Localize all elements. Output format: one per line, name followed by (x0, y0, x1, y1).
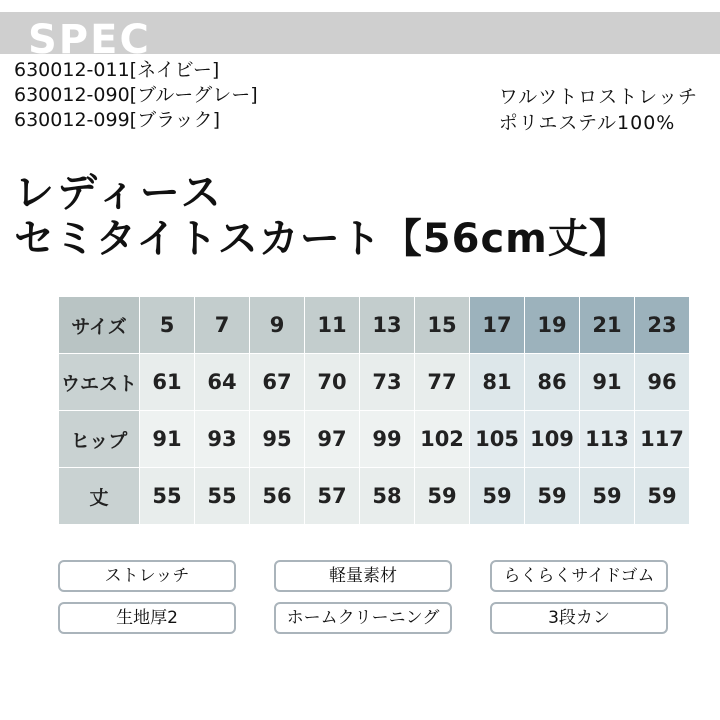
table-cell: 57 (305, 468, 360, 525)
product-title (14, 170, 630, 262)
row-label: 丈 (59, 468, 140, 525)
size-header-cell: 5 (140, 297, 195, 354)
table-header-row (59, 297, 690, 354)
table-cell: 86 (525, 354, 580, 411)
table-cell: 95 (250, 411, 305, 468)
table-cell: 96 (635, 354, 690, 411)
table-cell: 59 (635, 468, 690, 525)
table-row (59, 354, 690, 411)
table-cell: 59 (525, 468, 580, 525)
spec-header-band (0, 12, 720, 63)
table-row (59, 468, 690, 525)
row-label: ヒップ (59, 411, 140, 468)
feature-tag-row (58, 560, 668, 592)
size-header-cell: 9 (250, 297, 305, 354)
size-header-cell: 23 (635, 297, 690, 354)
feature-tag: らくらくサイドゴム (490, 560, 668, 592)
color-code-list (14, 58, 258, 133)
table-cell: 102 (415, 411, 470, 468)
size-header-cell: 19 (525, 297, 580, 354)
material-info (499, 84, 698, 136)
spec-title: SPEC (28, 17, 151, 63)
table-cell: 70 (305, 354, 360, 411)
material-line-2: ポリエステル100% (498, 112, 676, 134)
row-label: ウエスト (59, 354, 140, 411)
color-code-item: 630012-090[ブルーグレー] (14, 84, 258, 106)
feature-tag: 生地厚2 (58, 602, 236, 634)
feature-tag: 3段カン (490, 602, 668, 634)
color-code-item: 630012-011[ネイビー] (14, 59, 220, 81)
color-code-item: 630012-099[ブラック] (14, 109, 221, 131)
table-cell: 91 (140, 411, 195, 468)
table-cell: 55 (140, 468, 195, 525)
feature-tag-list (58, 560, 668, 644)
table-cell: 73 (360, 354, 415, 411)
feature-tag: ホームクリーニング (274, 602, 452, 634)
table-cell: 91 (580, 354, 635, 411)
table-cell: 56 (250, 468, 305, 525)
table-cell: 109 (525, 411, 580, 468)
feature-tag-row (58, 602, 668, 634)
product-title-line-1: レディース (14, 170, 224, 216)
table-cell: 67 (250, 354, 305, 411)
size-header-cell: 11 (305, 297, 360, 354)
table-cell: 61 (140, 354, 195, 411)
size-header-cell: 13 (360, 297, 415, 354)
table-cell: 55 (195, 468, 250, 525)
table-cell: 105 (470, 411, 525, 468)
feature-tag: 軽量素材 (274, 560, 452, 592)
material-line-1: ワルツトロストレッチ (498, 86, 698, 108)
size-header-cell: 7 (195, 297, 250, 354)
table-cell: 117 (635, 411, 690, 468)
table-cell: 77 (415, 354, 470, 411)
table-cell: 59 (470, 468, 525, 525)
table-row (59, 411, 690, 468)
table-cell: 81 (470, 354, 525, 411)
table-cell: 99 (360, 411, 415, 468)
table-cell: 59 (415, 468, 470, 525)
size-header-cell: 21 (580, 297, 635, 354)
size-header-label: サイズ (59, 297, 140, 354)
size-header-cell: 15 (415, 297, 470, 354)
product-title-line-2: セミタイトスカート【56cm丈】 (14, 216, 630, 262)
table-cell: 64 (195, 354, 250, 411)
size-header-cell: 17 (470, 297, 525, 354)
table-cell: 97 (305, 411, 360, 468)
table-cell: 113 (580, 411, 635, 468)
table-cell: 59 (580, 468, 635, 525)
size-chart-table (58, 296, 690, 525)
table-cell: 58 (360, 468, 415, 525)
table-cell: 93 (195, 411, 250, 468)
feature-tag: ストレッチ (58, 560, 236, 592)
